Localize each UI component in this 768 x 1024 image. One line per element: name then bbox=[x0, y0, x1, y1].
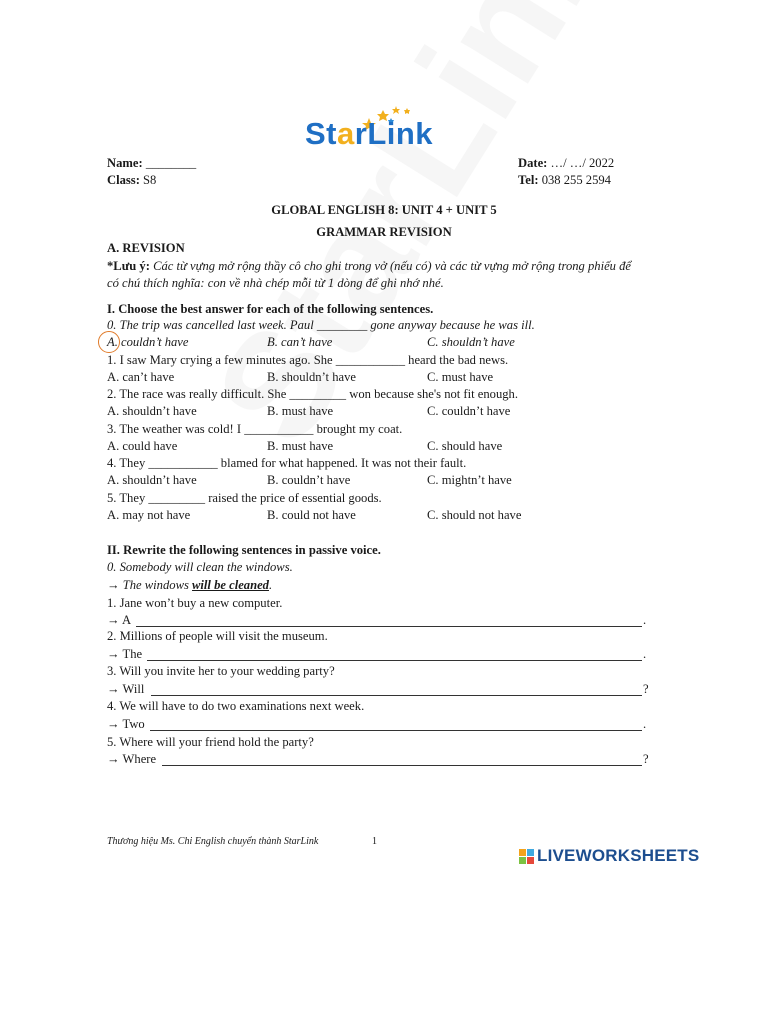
rewrite-q3: 3. Will you invite her to your wedding party? bbox=[107, 664, 335, 678]
rewrite-q1: 1. Jane won’t buy a new computer. bbox=[107, 596, 283, 610]
liveworksheets-text: LIVEWORKSHEETS bbox=[537, 846, 700, 865]
example-option-a: A. couldn’t have bbox=[107, 335, 189, 349]
rewrite-a4-end: . bbox=[643, 717, 647, 731]
q4-option-c[interactable]: C. mightn’t have bbox=[427, 473, 512, 487]
q1-option-b[interactable]: B. shouldn’t have bbox=[267, 370, 356, 384]
rewrite-a2-end: . bbox=[643, 647, 647, 661]
q5-option-a[interactable]: A. may not have bbox=[107, 508, 191, 522]
rewrite-q4: 4. We will have to do two examinations next week. bbox=[107, 699, 365, 713]
starlink-logo bbox=[305, 104, 465, 154]
name-label: Name: bbox=[107, 156, 143, 170]
rewrite-a5-start: → Where bbox=[107, 752, 157, 766]
page-number: 1 bbox=[372, 836, 377, 847]
logo-text: StarLink bbox=[305, 116, 434, 151]
example-question: 0. The trip was cancelled last week. Paul ________ gone anyway because he was ill. bbox=[107, 318, 535, 332]
rewrite-a1-input[interactable] bbox=[136, 626, 642, 627]
footer-brand-note: Thương hiệu Ms. Chi English chuyển thành StarLink bbox=[107, 836, 319, 847]
q5-option-c[interactable]: C. should not have bbox=[427, 508, 522, 522]
q2-option-c[interactable]: C. couldn’t have bbox=[427, 404, 511, 418]
rewrite-a3-start: → Will bbox=[107, 682, 145, 696]
example-option-b: B. can’t have bbox=[267, 335, 333, 349]
q5-option-b[interactable]: B. could not have bbox=[267, 508, 356, 522]
rewrite-a4-start: → Two bbox=[107, 717, 145, 731]
part2-example-answer: → The windows will be cleaned. bbox=[107, 578, 273, 592]
q3-option-b[interactable]: B. must have bbox=[267, 439, 334, 453]
question-5: 5. They _________ raised the price of essential goods. bbox=[107, 491, 382, 505]
main-title: GLOBAL ENGLISH 8: UNIT 4 + UNIT 5 bbox=[271, 203, 497, 217]
part2-example-question: 0. Somebody will clean the windows. bbox=[107, 560, 293, 574]
rewrite-a2-start: → The bbox=[107, 647, 143, 661]
tel-value: 038 255 2594 bbox=[541, 173, 611, 187]
q1-option-c[interactable]: C. must have bbox=[427, 370, 494, 384]
class-value: S8 bbox=[143, 173, 157, 187]
class-label: Class: bbox=[107, 173, 140, 187]
rewrite-a5-input[interactable] bbox=[162, 765, 642, 766]
section-a-heading: A. REVISION bbox=[107, 241, 185, 255]
tel-field bbox=[518, 173, 611, 188]
q3-option-a[interactable]: A. could have bbox=[107, 439, 178, 453]
note-label: *Lưu ý: bbox=[107, 259, 150, 273]
q4-option-a[interactable]: A. shouldn’t have bbox=[107, 473, 197, 487]
rewrite-a3-end: ? bbox=[643, 682, 649, 696]
part2-heading: II. Rewrite the following sentences in passive voice. bbox=[107, 543, 381, 557]
rewrite-a3-input[interactable] bbox=[151, 695, 642, 696]
part1-heading: I. Choose the best answer for each of the following sentences. bbox=[107, 302, 434, 316]
rewrite-a5-end: ? bbox=[643, 752, 649, 766]
name-value: ________ bbox=[145, 156, 197, 170]
question-1: 1. I saw Mary crying a few minutes ago. She ___________ heard the bad news. bbox=[107, 353, 509, 367]
note-text-1: Các từ vựng mở rộng thầy cô cho ghi trong vở (nếu có) và các từ vựng mở rộng trong phiếu để bbox=[153, 259, 632, 273]
date-value: …/ …/ 2022 bbox=[550, 156, 615, 170]
question-4: 4. They ___________ blamed for what happened. It was not their fault. bbox=[107, 456, 467, 470]
sub-title: GRAMMAR REVISION bbox=[316, 225, 452, 239]
rewrite-a2-input[interactable] bbox=[147, 660, 642, 661]
example-answer-text: will be cleaned bbox=[192, 578, 269, 592]
rewrite-q5: 5. Where will your friend hold the party? bbox=[107, 735, 314, 749]
date-field bbox=[518, 156, 614, 171]
question-2: 2. The race was really difficult. She _________ won because she's not fit enough. bbox=[107, 387, 518, 401]
rewrite-a1-start: → A bbox=[107, 613, 132, 627]
question-3: 3. The weather was cold! I ___________ brought my coat. bbox=[107, 422, 403, 436]
rewrite-a1-end: . bbox=[643, 613, 647, 627]
tel-label: Tel: bbox=[518, 173, 539, 187]
q4-option-b[interactable]: B. couldn’t have bbox=[267, 473, 351, 487]
note-line-1 bbox=[107, 259, 631, 274]
date-label: Date: bbox=[518, 156, 548, 170]
rewrite-a4-input[interactable] bbox=[150, 730, 642, 731]
example-option-c: C. shouldn’t have bbox=[427, 335, 515, 349]
note-line-2: có chú thích nghĩa: con về nhà chép mỗi từ 1 dòng để ghi nhớ nhé. bbox=[107, 276, 444, 290]
name-field bbox=[107, 156, 196, 171]
q2-option-a[interactable]: A. shouldn’t have bbox=[107, 404, 197, 418]
class-field bbox=[107, 173, 156, 188]
q3-option-c[interactable]: C. should have bbox=[427, 439, 503, 453]
rewrite-q2: 2. Millions of people will visit the museum. bbox=[107, 629, 328, 643]
q1-option-a[interactable]: A. can’t have bbox=[107, 370, 175, 384]
liveworksheets-icon bbox=[519, 849, 534, 864]
liveworksheets-logo[interactable] bbox=[519, 846, 699, 866]
q2-option-b[interactable]: B. must have bbox=[267, 404, 334, 418]
